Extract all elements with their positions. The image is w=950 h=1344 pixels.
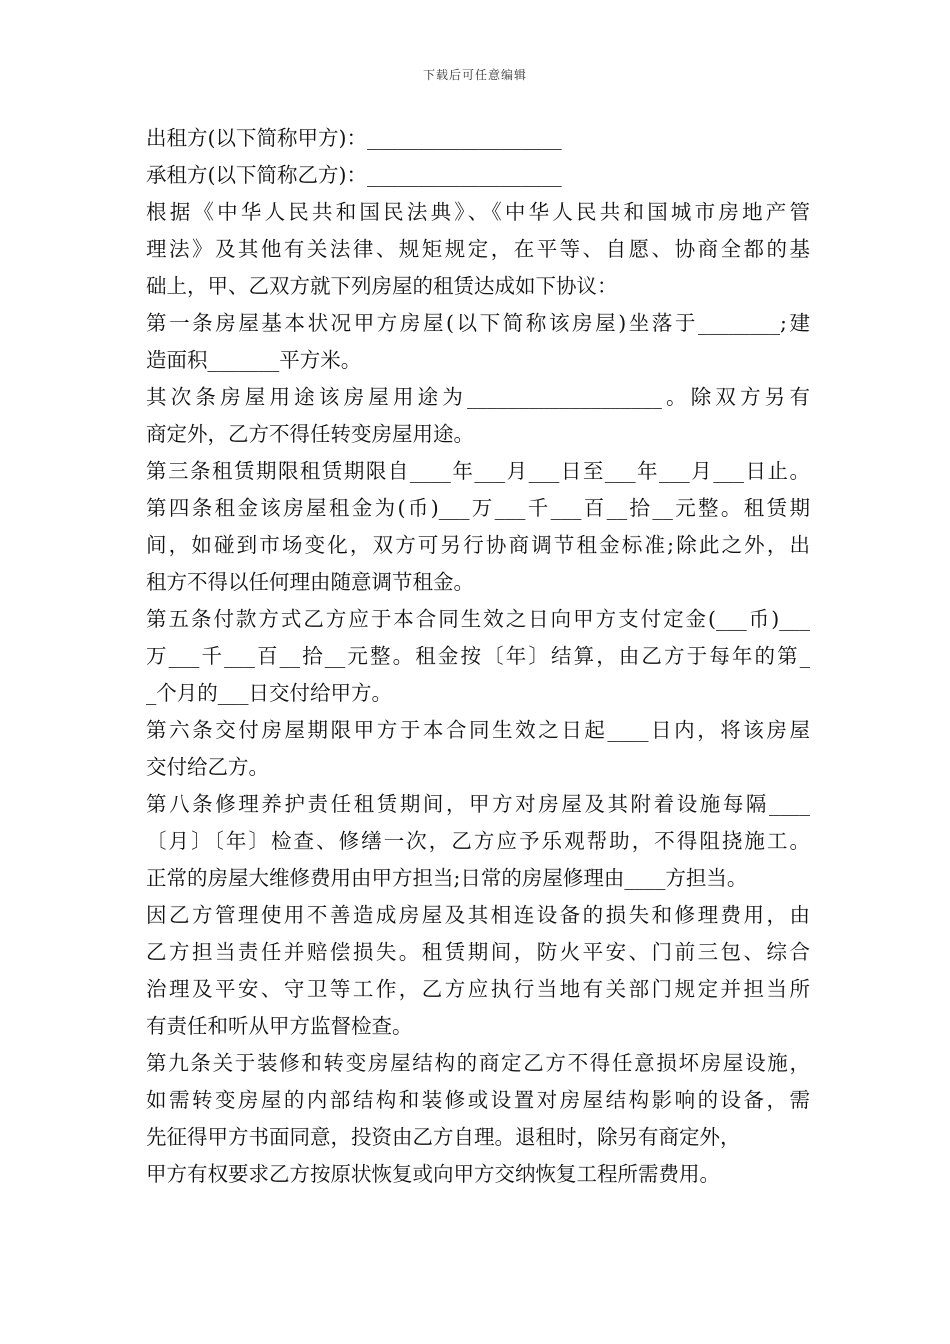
article-2-line-2: 商定外，乙方不得任转变房屋用途。	[146, 422, 474, 446]
article-6-line-2: 交付给乙方。	[146, 755, 269, 779]
article-5-line-3: _个月的___日交付给甲方。	[146, 681, 392, 705]
article-8-line-6: 治理及平安、守卫等工作，乙方应执行当地有关部门规定并担当所	[146, 977, 810, 1001]
article-9-line-3: 先征得甲方书面同意，投资由乙方自理。退租时，除另有商定外，	[146, 1125, 741, 1149]
article-4-line-1: 第四条租金该房屋租金为(币)___万___千___百__拾__元整。租赁期	[146, 496, 810, 520]
article-5-line-1: 第五条付款方式乙方应于本合同生效之日向甲方支付定金(___币)___	[146, 607, 810, 631]
article-8-line-4: 因乙方管理使用不善造成房屋及其相连设备的损失和修理费用，由	[146, 903, 810, 927]
lessor-line: 出租方(以下简称甲方)：___________________	[146, 126, 562, 150]
article-8-line-3: 正常的房屋大维修费用由甲方担当;日常的房屋修理由____方担当。	[146, 866, 748, 890]
preamble-line-1: 根据《中华人民共和国民法典》、《中华人民共和国城市房地产管	[146, 200, 810, 224]
article-9-line-2: 如需转变房屋的内部结构和装修或设置对房屋结构影响的设备，需	[146, 1088, 810, 1112]
article-4-line-3: 租方不得以任何理由随意调节租金。	[146, 570, 474, 594]
article-5-line-2: 万___千___百__拾__元整。租金按〔年〕结算，由乙方于每年的第_	[146, 644, 810, 668]
article-8-line-2: 〔月〕〔年〕检查、修缮一次，乙方应予乐观帮助，不得阻挠施工。	[146, 829, 810, 853]
preamble-line-2: 理法》及其他有关法律、规矩规定，在平等、自愿、协商全都的基	[146, 237, 810, 261]
page-header: 下载后可任意编辑	[422, 68, 527, 82]
article-3-line-1: 第三条租赁期限租赁期限自____年___月___日至___年___月___日止。	[146, 459, 810, 483]
lessee-line: 承租方(以下简称乙方)：___________________	[146, 163, 562, 187]
article-8-line-7: 有责任和听从甲方监督检查。	[146, 1014, 413, 1038]
article-8-line-5: 乙方担当责任并赔偿损失。租赁期间，防火平安、门前三包、综合	[146, 940, 810, 964]
article-4-line-2: 间，如碰到市场变化，双方可另行协商调节租金标准;除此之外，出	[146, 533, 810, 557]
article-8-line-1: 第八条修理养护责任租赁期间，甲方对房屋及其附着设施每隔____	[146, 792, 810, 816]
article-2-line-1: 其次条房屋用途该房屋用途为___________________。除双方另有	[146, 385, 810, 409]
article-1-line-2: 造面积_______平方米。	[146, 348, 362, 372]
article-9-line-4: 甲方有权要求乙方按原状恢复或向甲方交纳恢复工程所需费用。	[146, 1162, 720, 1186]
article-1-line-1: 第一条房屋基本状况甲方房屋(以下简称该房屋)坐落于________;建	[146, 311, 810, 335]
article-6-line-1: 第六条交付房屋期限甲方于本合同生效之日起____日内，将该房屋	[146, 718, 810, 742]
preamble-line-3: 础上，甲、乙双方就下列房屋的租赁达成如下协议：	[146, 274, 618, 298]
document-body	[146, 120, 810, 1193]
article-9-line-1: 第九条关于装修和转变房屋结构的商定乙方不得任意损坏房屋设施，	[146, 1051, 810, 1075]
